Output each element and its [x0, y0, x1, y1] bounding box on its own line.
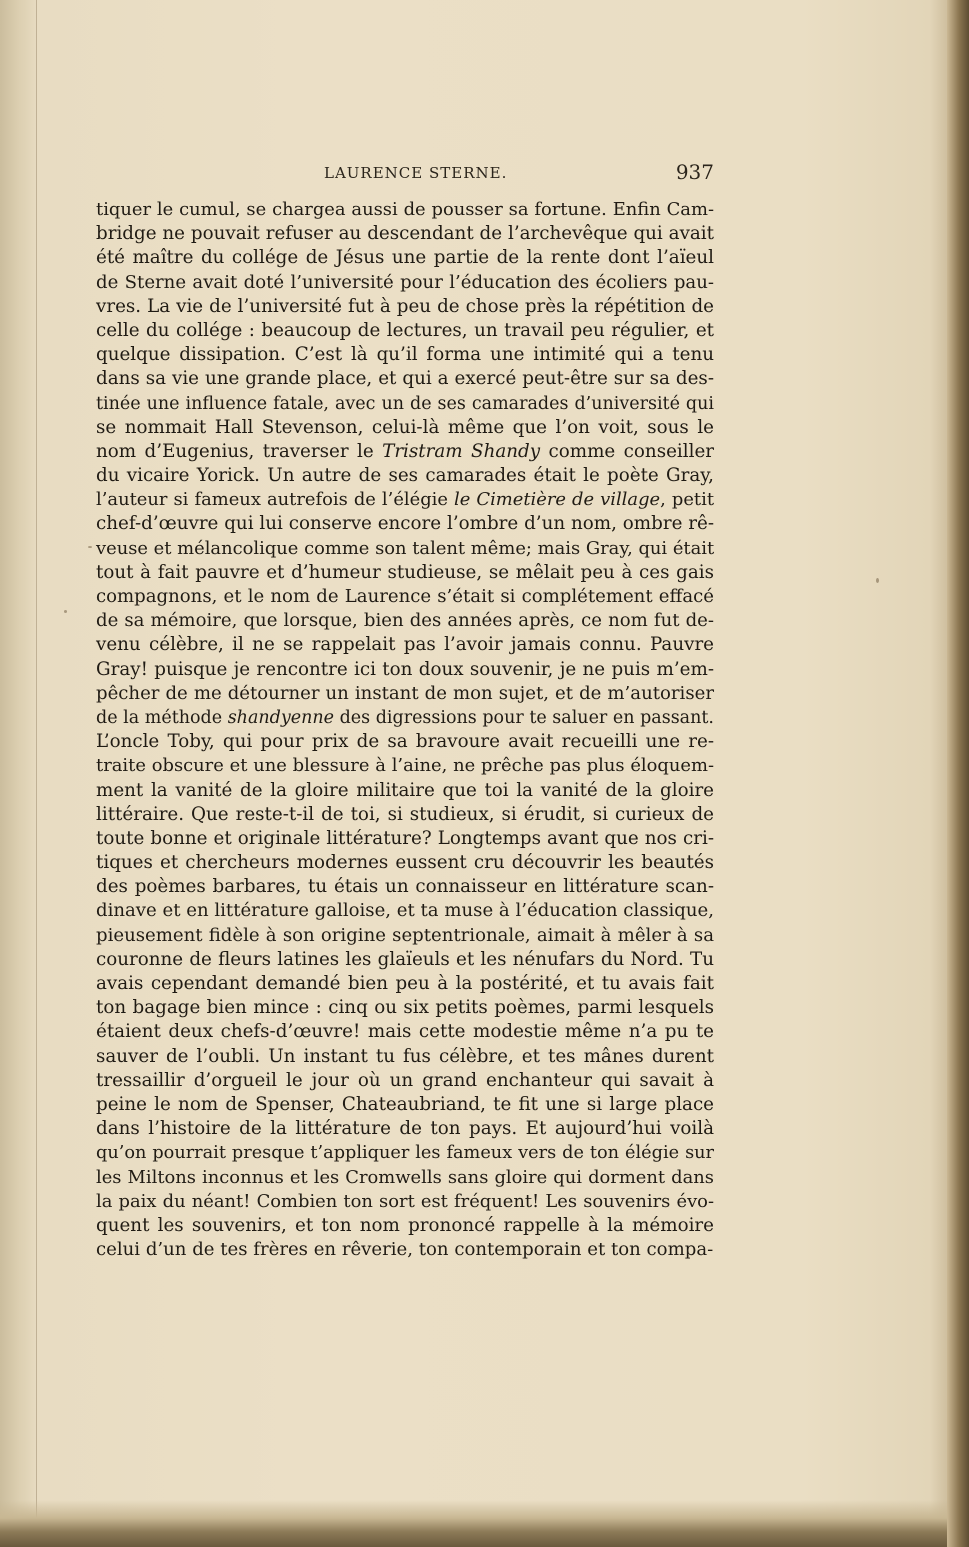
- text-line: [96, 1093, 714, 1117]
- text-line: [96, 1190, 714, 1214]
- page-number: 937: [675, 160, 714, 184]
- text-line: [96, 609, 714, 633]
- text-line: [96, 1141, 714, 1165]
- text-segment: quelque dissipation. C’est là qu’il forma une intimité qui a tenu: [96, 344, 714, 366]
- text-line: [96, 658, 714, 682]
- running-head: LAURENCE STERNE.: [324, 164, 508, 182]
- paper-speck: [876, 578, 879, 583]
- italic-title: Tristram Shandy: [382, 440, 541, 462]
- text-line: [96, 706, 714, 730]
- text-segment: sauver de l’oubli. Un instant tu fus célèbre, et tes mânes durent: [96, 1045, 714, 1067]
- text-segment: tressaillir d’orgueil le jour où un grand enchanteur qui savait à: [96, 1069, 714, 1091]
- text-line: [96, 633, 714, 657]
- text-segment: toute bonne et originale littérature? Longtemps avant que nos cri-: [96, 827, 714, 849]
- text-segment: de la méthode: [96, 707, 228, 728]
- text-line: [96, 561, 714, 585]
- text-line: [96, 996, 714, 1020]
- text-segment: qu’on pourrait presque t’appliquer les fameux vers de ton élégie sur: [96, 1143, 714, 1164]
- text-line: [96, 585, 714, 609]
- text-segment: traite obscure et une blessure à l’aine, ne prêche pas plus éloquem-: [96, 755, 714, 777]
- text-segment: L’oncle Toby, qui pour prix de sa bravoure avait recueilli une re-: [96, 731, 714, 753]
- text-line: [96, 367, 714, 391]
- text-line: [96, 948, 714, 972]
- text-segment: pieusement fidèle à son origine septentrionale, aimait à mêler à sa: [96, 924, 714, 946]
- text-segment: tiques et chercheurs modernes eussent cru découvrir les beautés: [96, 852, 714, 874]
- text-segment: l’auteur si fameux autrefois de l’élégie: [96, 489, 455, 511]
- text-line: [96, 319, 714, 343]
- text-segment: veuse et mélancolique comme son talent même; mais Gray, qui était: [96, 537, 715, 559]
- text-line: [96, 730, 714, 754]
- text-segment: dinave et en littérature galloise, et ta muse à l’éducation classique,: [96, 900, 714, 922]
- text-line: [96, 682, 714, 706]
- text-segment: celui d’un de tes frères en rêverie, ton contemporain et ton compa-: [96, 1239, 714, 1261]
- text-line: [96, 875, 714, 899]
- paper-speck: [88, 546, 92, 548]
- text-line: [96, 488, 714, 512]
- text-line: [96, 851, 714, 875]
- page-header: [96, 162, 714, 186]
- text-line: [96, 512, 714, 536]
- text-segment: peine le nom de Spenser, Chateaubriand, te fit une si large place: [96, 1093, 714, 1115]
- page-gutter: [0, 0, 38, 1525]
- text-line: [96, 295, 714, 319]
- text-segment: quent les souvenirs, et ton nom prononcé rappelle à la mémoire: [96, 1214, 714, 1236]
- text-segment: ment la vanité de la gloire militaire que toi la vanité de la gloire: [96, 779, 714, 801]
- paper-speck: [64, 610, 67, 613]
- text-segment: de Sterne avait doté l’université pour l’éducation des écoliers pau-: [96, 271, 714, 293]
- text-line: [96, 246, 714, 270]
- text-segment: avais cependant demandé bien peu à la postérité, et tu avais fait: [96, 973, 714, 994]
- text-segment: la paix du néant! Combien ton sort est fréquent! Les souvenirs évo-: [96, 1190, 714, 1212]
- text-segment: étaient deux chefs-d’œuvre! mais cette modestie même n’a pu te: [96, 1021, 714, 1043]
- page-stack-edge: [947, 0, 969, 1547]
- text-line: [96, 754, 714, 778]
- text-segment: dans sa vie une grande place, et qui a exercé peut-être sur sa des-: [96, 368, 714, 390]
- text-segment: du vicaire Yorick. Un autre de ses camarades était le poète Gray,: [96, 465, 714, 487]
- text-line: [96, 271, 714, 295]
- text-line: [96, 899, 714, 923]
- text-segment: tiquer le cumul, se chargea aussi de pousser sa fortune. Enfin Cam-: [96, 199, 714, 220]
- text-segment: , petit: [660, 489, 715, 511]
- text-segment: chef-d’œuvre qui lui conserve encore l’ombre d’un nom, ombre rê-: [96, 513, 714, 535]
- text-line: [96, 537, 714, 561]
- page-bottom-edge: [0, 1500, 947, 1547]
- body-text: [96, 198, 714, 1262]
- text-line: [96, 464, 714, 488]
- text-segment: ton bagage bien mince : cinq ou six petits poèmes, parmi lesquels: [96, 997, 714, 1019]
- text-line: [96, 1020, 714, 1044]
- text-line: [96, 440, 714, 464]
- italic-title: shandyenne: [227, 707, 334, 728]
- text-segment: tout à fait pauvre et d’humeur studieuse, se mêlait peu à ces gais: [96, 561, 714, 583]
- text-segment: comme conseiller: [540, 440, 715, 462]
- text-line: [96, 1214, 714, 1238]
- binding-fold: [36, 0, 37, 1525]
- text-segment: celle du collége : beaucoup de lectures, un travail peu régulier, et: [96, 319, 714, 341]
- text-segment: bridge ne pouvait refuser au descendant de l’archevêque qui avait: [96, 223, 714, 245]
- text-line: [96, 1069, 714, 1093]
- text-segment: des digressions pour te saluer en passant.: [334, 707, 714, 728]
- text-line: [96, 779, 714, 803]
- text-segment: nom d’Eugenius, traverser le: [96, 440, 383, 462]
- text-line: [96, 827, 714, 851]
- text-segment: littéraire. Que reste-t-il de toi, si studieux, si érudit, si curieux de: [96, 803, 714, 825]
- text-line: [96, 1166, 714, 1190]
- text-segment: pêcher de me détourner un instant de mon sujet, et de m’autoriser: [96, 682, 714, 704]
- text-line: [96, 803, 714, 827]
- text-line: [96, 1117, 714, 1141]
- text-segment: les Miltons inconnus et les Cromwells sans gloire qui dorment dans: [96, 1166, 714, 1188]
- text-line: [96, 343, 714, 367]
- text-segment: dans l’histoire de la littérature de ton pays. Et aujourd’hui voilà: [96, 1118, 714, 1140]
- text-line: [96, 416, 714, 440]
- text-segment: se nommait Hall Stevenson, celui-là même que l’on voit, sous le: [96, 416, 714, 438]
- text-line: [96, 1238, 714, 1262]
- text-segment: compagnons, et le nom de Laurence s’était si complétement effacé: [96, 586, 714, 607]
- text-segment: de sa mémoire, que lorsque, bien des années après, ce nom fut de-: [96, 610, 714, 632]
- text-segment: venu célèbre, il ne se rappelait pas l’avoir jamais connu. Pauvre: [96, 634, 714, 656]
- text-segment: vres. La vie de l’université fut à peu de chose près la répétition de: [96, 295, 714, 317]
- text-segment: Gray! puisque je rencontre ici ton doux souvenir, je ne puis m’em-: [96, 658, 714, 680]
- text-line: [96, 1045, 714, 1069]
- text-line: [96, 972, 714, 996]
- text-line: [96, 198, 714, 222]
- text-line: [96, 392, 714, 416]
- text-line: [96, 924, 714, 948]
- italic-title: le Cimetière de village: [454, 489, 661, 511]
- text-line: [96, 222, 714, 246]
- text-segment: tinée une influence fatale, avec un de ses camarades d’université qui: [96, 393, 714, 414]
- text-segment: été maître du collége de Jésus une partie de la rente dont l’aïeul: [96, 247, 714, 269]
- text-segment: des poèmes barbares, tu étais un connaisseur en littérature scan-: [96, 876, 714, 898]
- text-segment: couronne de fleurs latines les glaïeuls et les nénufars du Nord. Tu: [96, 948, 714, 970]
